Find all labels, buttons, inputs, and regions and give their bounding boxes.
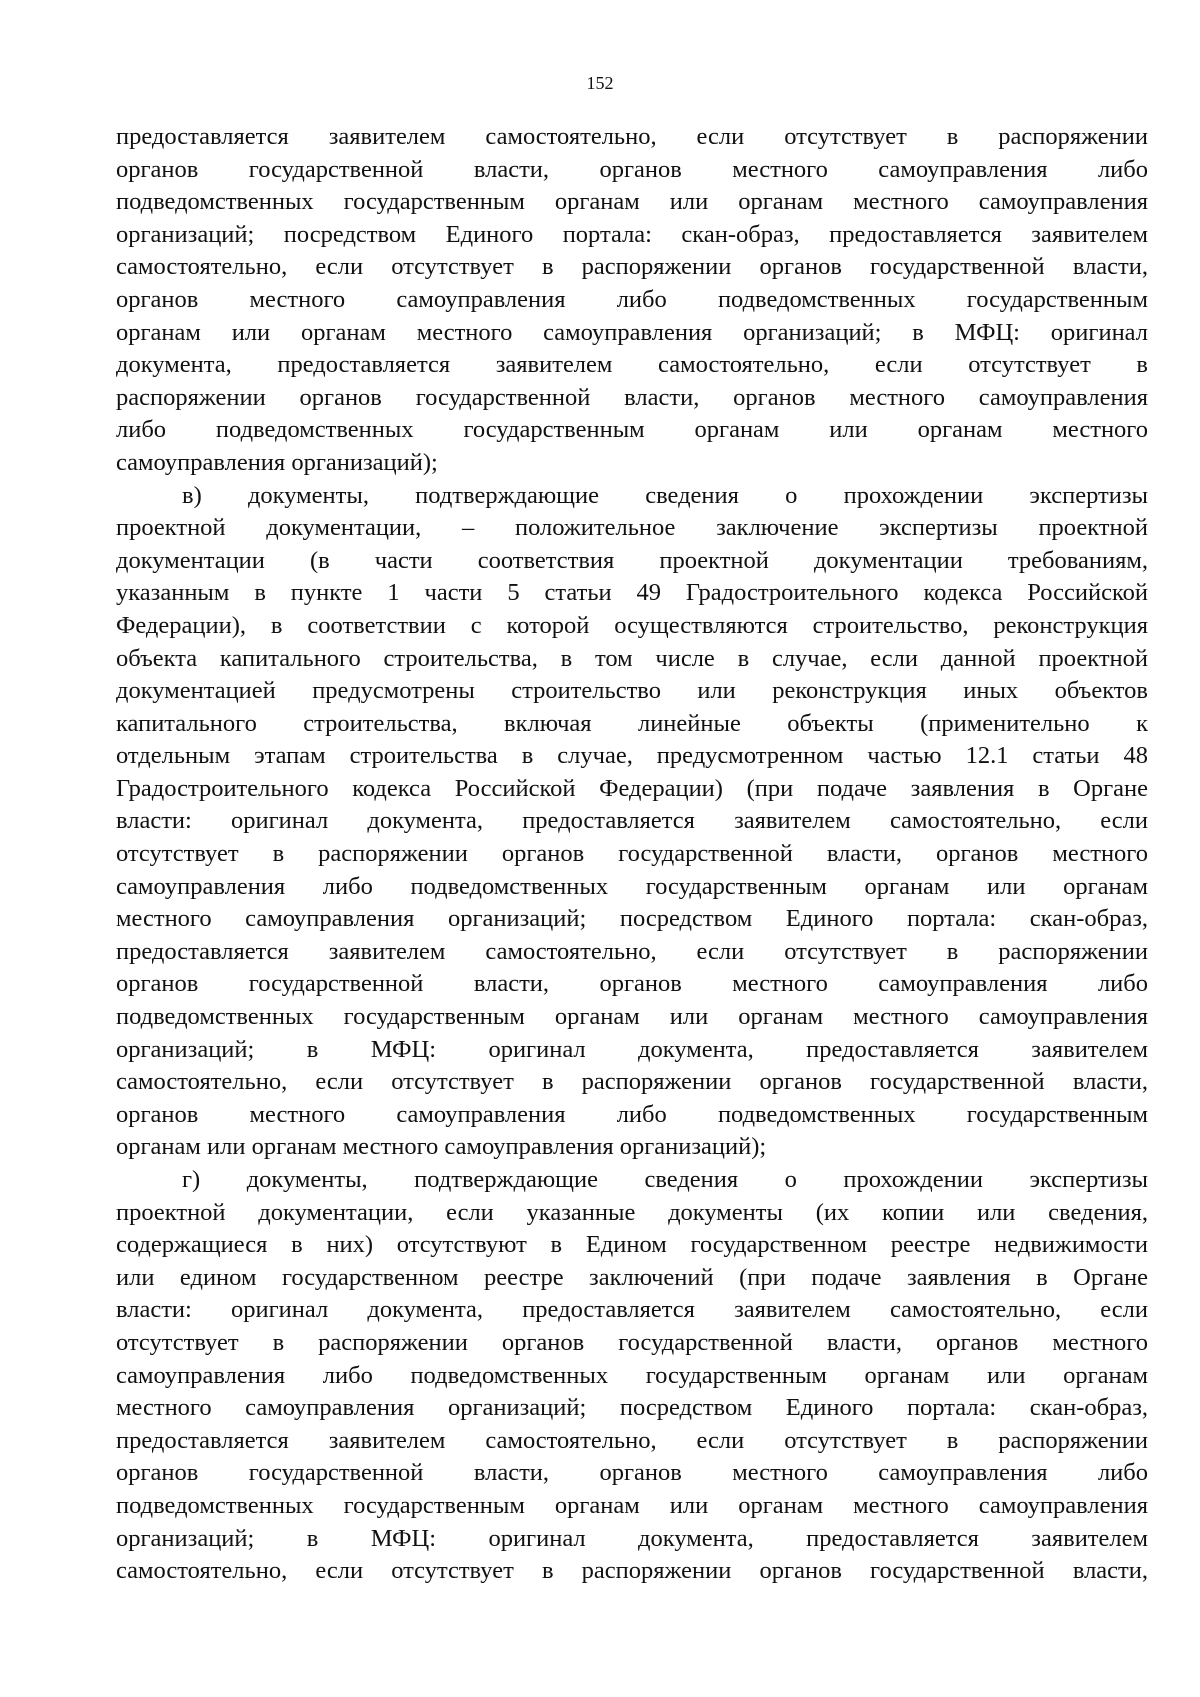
text-line: предоставляется заявителем самостоятельно, если отсутствует в распоряжении: [116, 937, 1148, 965]
text-line: власти: оригинал документа, предоставляется заявителем самостоятельно, если: [116, 807, 1148, 835]
text-line: объекта капитального строительства, в том числе в случае, если данной проектной: [116, 644, 1148, 672]
text-line: подведомственных государственным органам или органам местного самоуправления: [116, 188, 1148, 216]
text-line: подведомственных государственным органам или органам местного самоуправления: [116, 1003, 1148, 1031]
document-body: [116, 121, 1148, 1588]
text-line: указанным в пункте 1 части 5 статьи 49 Градостроительного кодекса Российской: [116, 579, 1148, 607]
text-line: документа, предоставляется заявителем самостоятельно, если отсутствует в: [116, 351, 1148, 379]
text-line: отсутствует в распоряжении органов государственной власти, органов местного: [116, 840, 1148, 868]
text-line: предоставляется заявителем самостоятельно, если отсутствует в распоряжении: [116, 1426, 1148, 1454]
text-line: самостоятельно, если отсутствует в распоряжении органов государственной власти,: [116, 1068, 1148, 1096]
text-line: или едином государственном реестре заключений (при подаче заявления в Органе: [116, 1263, 1148, 1291]
text-line: организаций; посредством Единого портала: скан-образ, предоставляется заявителем: [116, 220, 1148, 248]
text-line: подведомственных государственным органам или органам местного самоуправления: [116, 1491, 1148, 1519]
text-line: распоряжении органов государственной власти, органов местного самоуправления: [116, 383, 1148, 411]
text-line: проектной документации, – положительное заключение экспертизы проектной: [116, 514, 1148, 542]
text-line: Градостроительного кодекса Российской Федерации) (при подаче заявления в Органе: [116, 774, 1148, 802]
text-line: либо подведомственных государственным органам или органам местного: [116, 416, 1148, 444]
text-line: содержащиеся в них) отсутствуют в Едином государственном реестре недвижимости: [116, 1231, 1148, 1259]
text-line: отсутствует в распоряжении органов государственной власти, органов местного: [116, 1328, 1148, 1356]
text-line: отдельным этапам строительства в случае, предусмотренном частью 12.1 статьи 48: [116, 742, 1148, 770]
text-line: документации (в части соответствия проектной документации требованиям,: [116, 546, 1148, 574]
text-line: власти: оригинал документа, предоставляется заявителем самостоятельно, если: [116, 1296, 1148, 1324]
text-line: организаций; в МФЦ: оригинал документа, предоставляется заявителем: [116, 1035, 1148, 1063]
text-line: самостоятельно, если отсутствует в распоряжении органов государственной власти,: [116, 1557, 1148, 1585]
text-line: проектной документации, если указанные документы (их копии или сведения,: [116, 1198, 1148, 1226]
paragraph-end-line: органам или органам местного самоуправления организаций);: [116, 1133, 767, 1161]
text-line: документацией предусмотрены строительство или реконструкция иных объектов: [116, 677, 1148, 705]
paragraph-end-line: самоуправления организаций);: [116, 448, 438, 476]
text-line: предоставляется заявителем самостоятельно, если отсутствует в распоряжении: [116, 123, 1148, 150]
page-number: 152: [586, 73, 614, 93]
text-line: органов местного самоуправления либо подведомственных государственным: [116, 1100, 1148, 1128]
text-line: самоуправления либо подведомственных государственным органам или органам: [116, 1361, 1148, 1389]
text-line: органов местного самоуправления либо подведомственных государственным: [116, 285, 1148, 313]
text-line: самоуправления либо подведомственных государственным органам или органам: [116, 872, 1148, 900]
text-line: капитального строительства, включая линейные объекты (применительно к: [116, 709, 1148, 737]
paragraph-v-first-line: в) документы, подтверждающие сведения о прохождении экспертизы: [182, 481, 1148, 509]
text-line: местного самоуправления организаций; посредством Единого портала: скан-образ,: [116, 1394, 1148, 1422]
text-line: Федерации), в соответствии с которой осуществляются строительство, реконструкция: [116, 611, 1148, 639]
text-line: органов государственной власти, органов местного самоуправления либо: [116, 1459, 1148, 1487]
text-line: органам или органам местного самоуправления организаций; в МФЦ: оригинал: [116, 318, 1148, 346]
text-line: местного самоуправления организаций; посредством Единого портала: скан-образ,: [116, 905, 1148, 933]
text-line: органов государственной власти, органов местного самоуправления либо: [116, 155, 1148, 183]
text-line: самостоятельно, если отсутствует в распоряжении органов государственной власти,: [116, 253, 1148, 281]
text-line: органов государственной власти, органов местного самоуправления либо: [116, 970, 1148, 998]
text-line: организаций; в МФЦ: оригинал документа, предоставляется заявителем: [116, 1524, 1148, 1552]
paragraph-g-first-line: г) документы, подтверждающие сведения о прохождении экспертизы: [182, 1166, 1148, 1193]
